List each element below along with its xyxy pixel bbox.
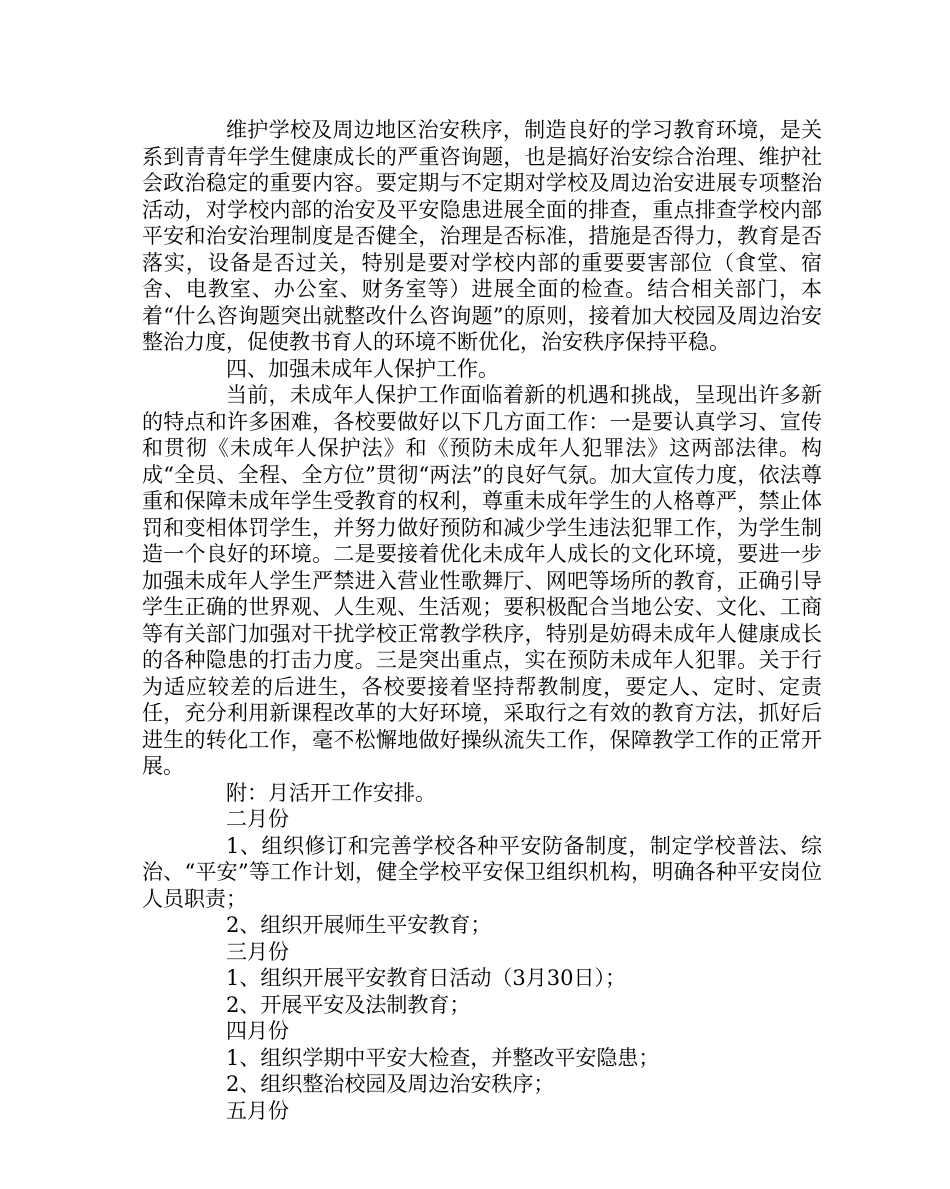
paragraph-minor-protection: 当前，未成年人保护工作面临着新的机遇和挑战，呈现出许多新的特点和许多困难，各校要做好以下几方面工作：一是要认真学习、宣传和贯彻《未成年人保护法》和《预防未成年人犯罪法》这两部法律。构成“全员、全程、全方位”贯彻“两法”的良好气氛。加大宣传力度，依法尊重和保障未成年学生受教育的权利，尊重未成年学生的人格尊严，禁止体罚和变相体罚学生，并努力做好预防和减少学生违法犯罪工作，为学生制造一个良好的环境。二是要接着优化未成年人成长的文化环境，要进一步加强未成年人学生严禁进入营业性歌舞厅、网吧等场所的教育，正确引导学生正确的世界观、人生观、生活观；要积极配合当地公安、文化、工商等有关部门加强对干扰学校正常教学秩序，特别是妨碍未成年人健康成长的各种隐患的打击力度。三是突出重点，实在预防未成年人犯罪。关于行为适应较差的后进生，各校要接着坚持帮教制度，要定人、定时、定责任，充分利用新课程改革的大好环境，采取行之有效的教育方法，抓好后进生的转化工作，毫不松懈地做好操纵流失工作，保障教学工作的正常开展。 bbox=[142, 383, 822, 778]
month-heading-april: 四月份 bbox=[226, 1019, 289, 1043]
list-item-february-2: 2、组织开展师生平安教育； bbox=[226, 913, 492, 937]
list-item-april-1: 1、组织学期中平安大检查，并整改平安隐患； bbox=[226, 1045, 660, 1070]
month-heading-february: 二月份 bbox=[226, 807, 289, 831]
document-body bbox=[142, 117, 822, 1124]
appendix-heading: 附：月活开工作安排。 bbox=[226, 780, 436, 805]
list-item-april-2: 2、组织整治校园及周边治安秩序； bbox=[226, 1072, 555, 1096]
list-item-february-1: 1、组织修订和完善学校各种平安防备制度，制定学校普法、综治、“平安”等工作计划，健全学校平安保卫组织机构，明确各种平安岗位人员职责； bbox=[142, 833, 822, 911]
month-heading-may: 五月份 bbox=[226, 1098, 289, 1123]
paragraph-campus-security: 维护学校及周边地区治安秩序，制造良好的学习教育环境，是关系到青青年学生健康成长的严重咨询题，也是搞好治安综合治理、维护社会政治稳定的重要内容。要定期与不定期对学校及周边治安进展专项整治活动，对学校内部的治安及平安隐患进展全面的排查，重点排查学校内部平安和治安治理制度是否健全，治理是否标准，措施是否得力，教育是否落实，设备是否过关，特别是要对学校内部的重要要害部位（食堂、宿舍、电教室、办公室、财务室等）进展全面的检查。结合相关部门，本着“什么咨询题突出就整改什么咨询题”的原则，接着加大校园及周边治安整治力度，促使教书育人的环境不断优化，治安秩序保持平稳。 bbox=[142, 118, 822, 354]
section-heading-minor-protection: 四、加强未成年人保护工作。 bbox=[226, 356, 499, 381]
month-heading-march: 三月份 bbox=[226, 939, 289, 964]
list-item-march-2: 2、开展平安及法制教育； bbox=[226, 992, 471, 1017]
list-item-march-1: 1、组织开展平安教育日活动（3月30日）； bbox=[226, 966, 626, 990]
